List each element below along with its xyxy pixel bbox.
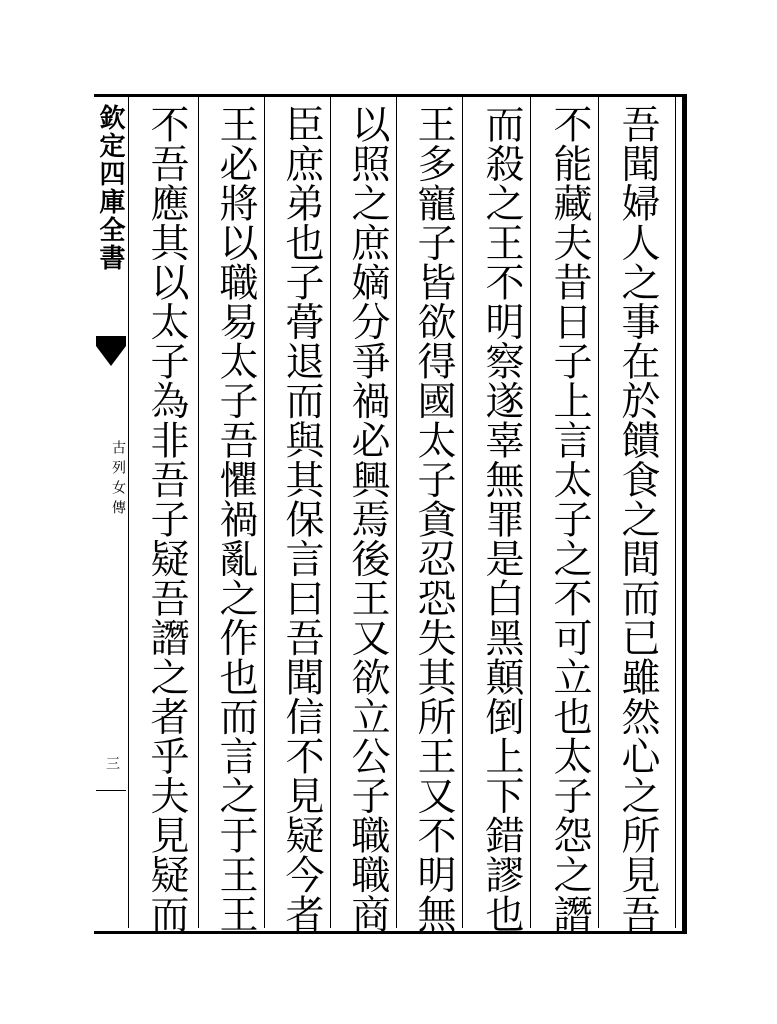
text-column-8: 不吾應其以太子為非吾子疑吾譖之者乎夫見疑而 (144, 104, 189, 934)
text-column-4: 王多寵子皆欲得國太子貪忍恐失其所王又不明無 (411, 104, 456, 934)
text-column-1: 吾聞婦人之事在於饋食之間而已雖然心之所見吾 (615, 104, 660, 934)
text-column-2: 不能藏夫昔日子上言太子之不可立也太子怨之譖 (547, 104, 592, 934)
book-title: 欽定四庫全書 (95, 104, 125, 272)
frame-inner-rule (675, 94, 676, 928)
margin-rule (128, 94, 129, 928)
section-title: 古列女傳 (110, 440, 126, 520)
text-column-5: 以照之庶嫡分爭禍必興焉後王又欲立公子職職商 (345, 104, 390, 934)
page-number-rule (96, 790, 126, 791)
text-column-3: 而殺之王不明察遂辜無罪是白黑顛倒上下錯謬也 (479, 104, 524, 934)
text-column-6: 臣庶弟也子蓇退而與其保言曰吾聞信不見疑今者 (279, 104, 324, 934)
fish-tail-mark-icon (96, 336, 126, 366)
text-column-7: 王必將以職易太子吾懼禍亂之作也而言之于王王 (213, 104, 258, 934)
page-number: 三 (104, 756, 120, 770)
column-rule (198, 94, 199, 928)
